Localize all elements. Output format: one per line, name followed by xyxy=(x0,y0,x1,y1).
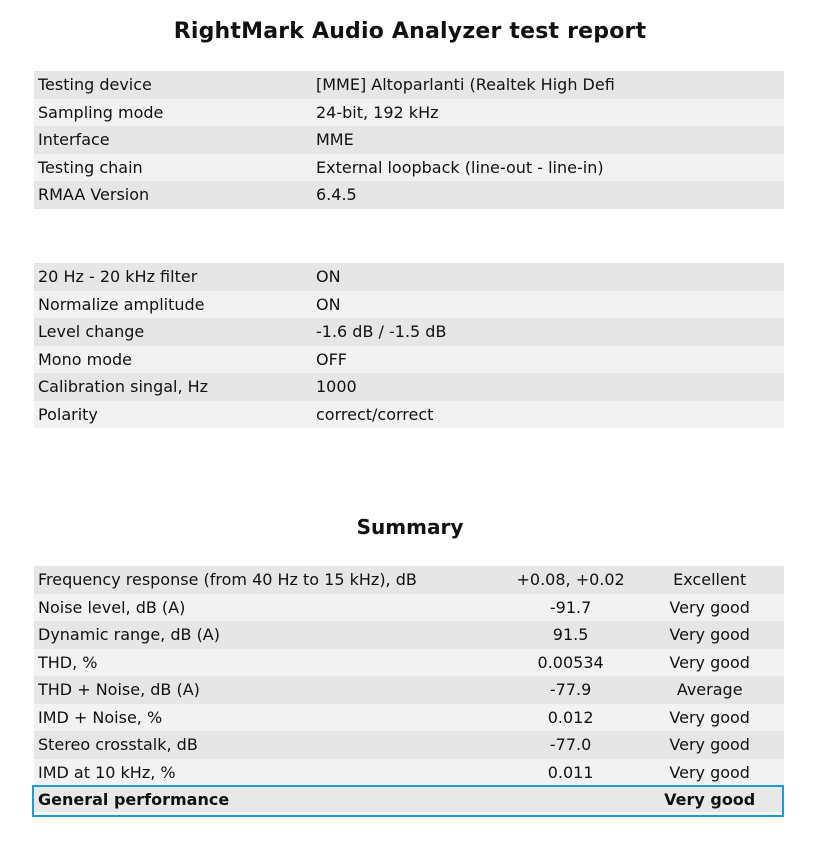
table-row xyxy=(34,401,784,429)
table-row xyxy=(34,731,784,759)
metric-rating: Very good xyxy=(635,594,784,622)
table-row xyxy=(34,373,784,401)
metric-label: IMD + Noise, % xyxy=(34,704,506,732)
table-row xyxy=(34,318,784,346)
table-row xyxy=(34,154,784,182)
metric-rating: Very good xyxy=(635,621,784,649)
metric-label: THD + Noise, dB (A) xyxy=(34,676,506,704)
metric-rating: Very good xyxy=(635,759,784,787)
metric-label: IMD at 10 kHz, % xyxy=(34,759,506,787)
table-row xyxy=(34,566,784,594)
row-value: ON xyxy=(312,263,784,291)
row-value: OFF xyxy=(312,346,784,374)
table-row xyxy=(34,263,784,291)
metric-rating: Average xyxy=(635,676,784,704)
row-value: [MME] Altoparlanti (Realtek High Defi xyxy=(312,71,784,99)
row-label: Interface xyxy=(34,126,312,154)
row-label: Sampling mode xyxy=(34,99,312,127)
general-performance-value xyxy=(506,786,635,812)
metric-label: Stereo crosstalk, dB xyxy=(34,731,506,759)
metric-label: THD, % xyxy=(34,649,506,677)
device-info-table xyxy=(34,71,784,209)
table-row xyxy=(34,704,784,732)
row-value: External loopback (line-out - line-in) xyxy=(312,154,784,182)
table-row xyxy=(34,71,784,99)
metric-label: Frequency response (from 40 Hz to 15 kHz), dB xyxy=(34,566,506,594)
general-performance-label: General performance xyxy=(34,786,506,812)
test-settings-table xyxy=(34,263,784,428)
table-row xyxy=(34,759,784,787)
table-row xyxy=(34,649,784,677)
table-row xyxy=(34,291,784,319)
general-performance-rating: Very good xyxy=(635,786,784,812)
general-performance-row xyxy=(34,786,784,812)
row-label: Testing chain xyxy=(34,154,312,182)
metric-value: 0.011 xyxy=(506,759,635,787)
metric-value: -91.7 xyxy=(506,594,635,622)
metric-value: 91.5 xyxy=(506,621,635,649)
summary-table xyxy=(34,566,784,812)
table-row xyxy=(34,181,784,209)
table-row xyxy=(34,346,784,374)
row-label: RMAA Version xyxy=(34,181,312,209)
row-value: 24-bit, 192 kHz xyxy=(312,99,784,127)
metric-value: -77.0 xyxy=(506,731,635,759)
row-label: Normalize amplitude xyxy=(34,291,312,319)
row-label: Mono mode xyxy=(34,346,312,374)
row-value: 6.4.5 xyxy=(312,181,784,209)
metric-value: 0.012 xyxy=(506,704,635,732)
row-label: Polarity xyxy=(34,401,312,429)
metric-rating: Excellent xyxy=(635,566,784,594)
metric-rating: Very good xyxy=(635,704,784,732)
row-label: 20 Hz - 20 kHz filter xyxy=(34,263,312,291)
table-row xyxy=(34,621,784,649)
row-value: MME xyxy=(312,126,784,154)
metric-value: 0.00534 xyxy=(506,649,635,677)
table-row xyxy=(34,126,784,154)
metric-label: Noise level, dB (A) xyxy=(34,594,506,622)
table-row xyxy=(34,99,784,127)
row-value: correct/correct xyxy=(312,401,784,429)
metric-value: +0.08, +0.02 xyxy=(506,566,635,594)
row-value: -1.6 dB / -1.5 dB xyxy=(312,318,784,346)
row-value: 1000 xyxy=(312,373,784,401)
metric-value: -77.9 xyxy=(506,676,635,704)
row-label: Calibration singal, Hz xyxy=(34,373,312,401)
report-title: RightMark Audio Analyzer test report xyxy=(173,19,647,44)
table-row xyxy=(34,594,784,622)
table-row xyxy=(34,676,784,704)
metric-rating: Very good xyxy=(635,731,784,759)
row-label: Level change xyxy=(34,318,312,346)
metric-rating: Very good xyxy=(635,649,784,677)
summary-heading: Summary xyxy=(356,515,464,539)
row-value: ON xyxy=(312,291,784,319)
row-label: Testing device xyxy=(34,71,312,99)
metric-label: Dynamic range, dB (A) xyxy=(34,621,506,649)
